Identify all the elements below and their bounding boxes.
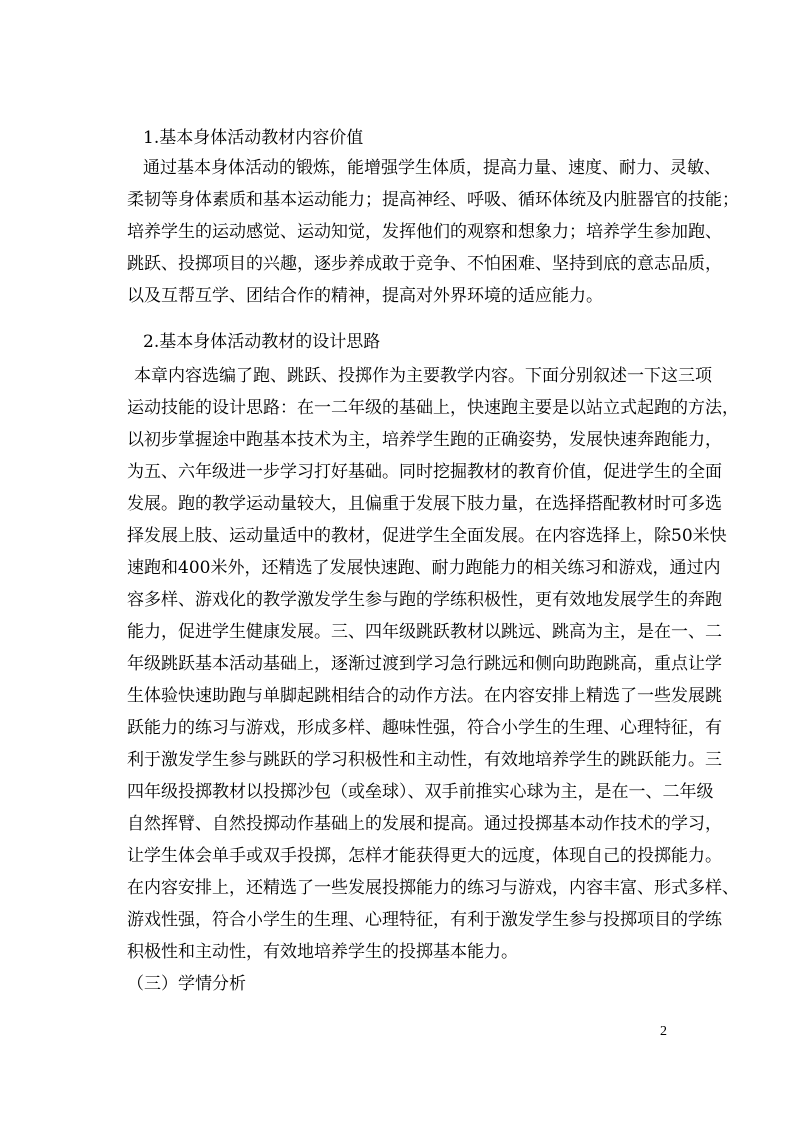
- paragraph-line: 能力，促进学生健康发展。三、四年级跳跃教材以跳远、跳高为主，是在一、二: [127, 622, 722, 642]
- paragraph-line: 为五、六年级进一步学习打好基础。同时挖掘教材的教育价值，促进学生的全面: [127, 462, 722, 482]
- paragraph-line: 择发展上肢、运动量适中的教材，促进学生全面发展。在内容选择上，除50米快: [127, 526, 727, 546]
- paragraph-line: 四年级投掷教材以投掷沙包（或垒球）、双手前推实心球为主，是在一、二年级: [127, 782, 714, 802]
- paragraph-line: 发展。跑的教学运动量较大，且偏重于发展下肢力量，在选择搭配教材时可多选: [127, 494, 722, 514]
- paragraph-line: 本章内容选编了跑、跳跃、投掷作为主要教学内容。下面分别叙述一下这三项: [134, 366, 712, 386]
- section-heading: 1.基本身体活动教材内容价值: [143, 128, 364, 148]
- paragraph-line: 通过基本身体活动的锻炼，能增强学生体质，提高力量、速度、耐力、灵敏、: [143, 158, 721, 178]
- paragraph-line: 利于激发学生参与跳跃的学习积极性和主动性，有效地培养学生的跳跃能力。三: [127, 750, 722, 770]
- paragraph-line: 游戏性强，符合小学生的生理、心理特征，有利于激发学生参与投掷项目的学练: [127, 910, 722, 930]
- section-heading: （三）学情分析: [127, 974, 246, 994]
- paragraph-line: 容多样、游戏化的教学激发学生参与跑的学练积极性，更有效地发展学生的奔跑: [127, 590, 722, 610]
- paragraph-line: 以及互帮互学、团结合作的精神，提高对外界环境的适应能力。: [127, 286, 603, 306]
- paragraph-line: 跃能力的练习与游戏，形成多样、趣味性强，符合小学生的生理、心理特征，有: [127, 718, 722, 738]
- paragraph-line: 速跑和400米外，还精选了发展快速跑、耐力跑能力的相关练习和游戏，通过内: [127, 558, 721, 578]
- paragraph-line: 培养学生的运动感觉、运动知觉，发挥他们的观察和想象力；培养学生参加跑、: [127, 222, 722, 242]
- paragraph-line: 让学生体会单手或双手投掷，怎样才能获得更大的远度，体现自己的投掷能力。: [127, 846, 722, 866]
- paragraph-line: 以初步掌握途中跑基本技术为主，培养学生跑的正确姿势，发展快速奔跑能力，: [127, 430, 722, 450]
- paragraph-line: 运动技能的设计思路：在一二年级的基础上，快速跑主要是以站立式起跑的方法，: [127, 398, 739, 418]
- paragraph-line: 年级跳跃基本活动基础上，逐渐过渡到学习急行跳远和侧向助跑跳高，重点让学: [127, 654, 722, 674]
- paragraph-line: 跳跃、投掷项目的兴趣，逐步养成敢于竞争、不怕困难、坚持到底的意志品质，: [127, 254, 722, 274]
- section-heading: 2.基本身体活动教材的设计思路: [143, 332, 381, 352]
- paragraph-line: 生体验快速助跑与单脚起跳相结合的动作方法。在内容安排上精选了一些发展跳: [127, 686, 722, 706]
- paragraph-line: 自然挥臂、自然投掷动作基础上的发展和提高。通过投掷基本动作技术的学习，: [127, 814, 722, 834]
- page-number: 2: [660, 1024, 667, 1039]
- paragraph-line: 在内容安排上，还精选了一些发展投掷能力的练习与游戏，内容丰富、形式多样、: [127, 878, 739, 898]
- paragraph-line: 柔韧等身体素质和基本运动能力；提高神经、呼吸、循环体统及内脏器官的技能；: [127, 190, 739, 210]
- paragraph-line: 积极性和主动性，有效地培养学生的投掷基本能力。: [127, 942, 518, 962]
